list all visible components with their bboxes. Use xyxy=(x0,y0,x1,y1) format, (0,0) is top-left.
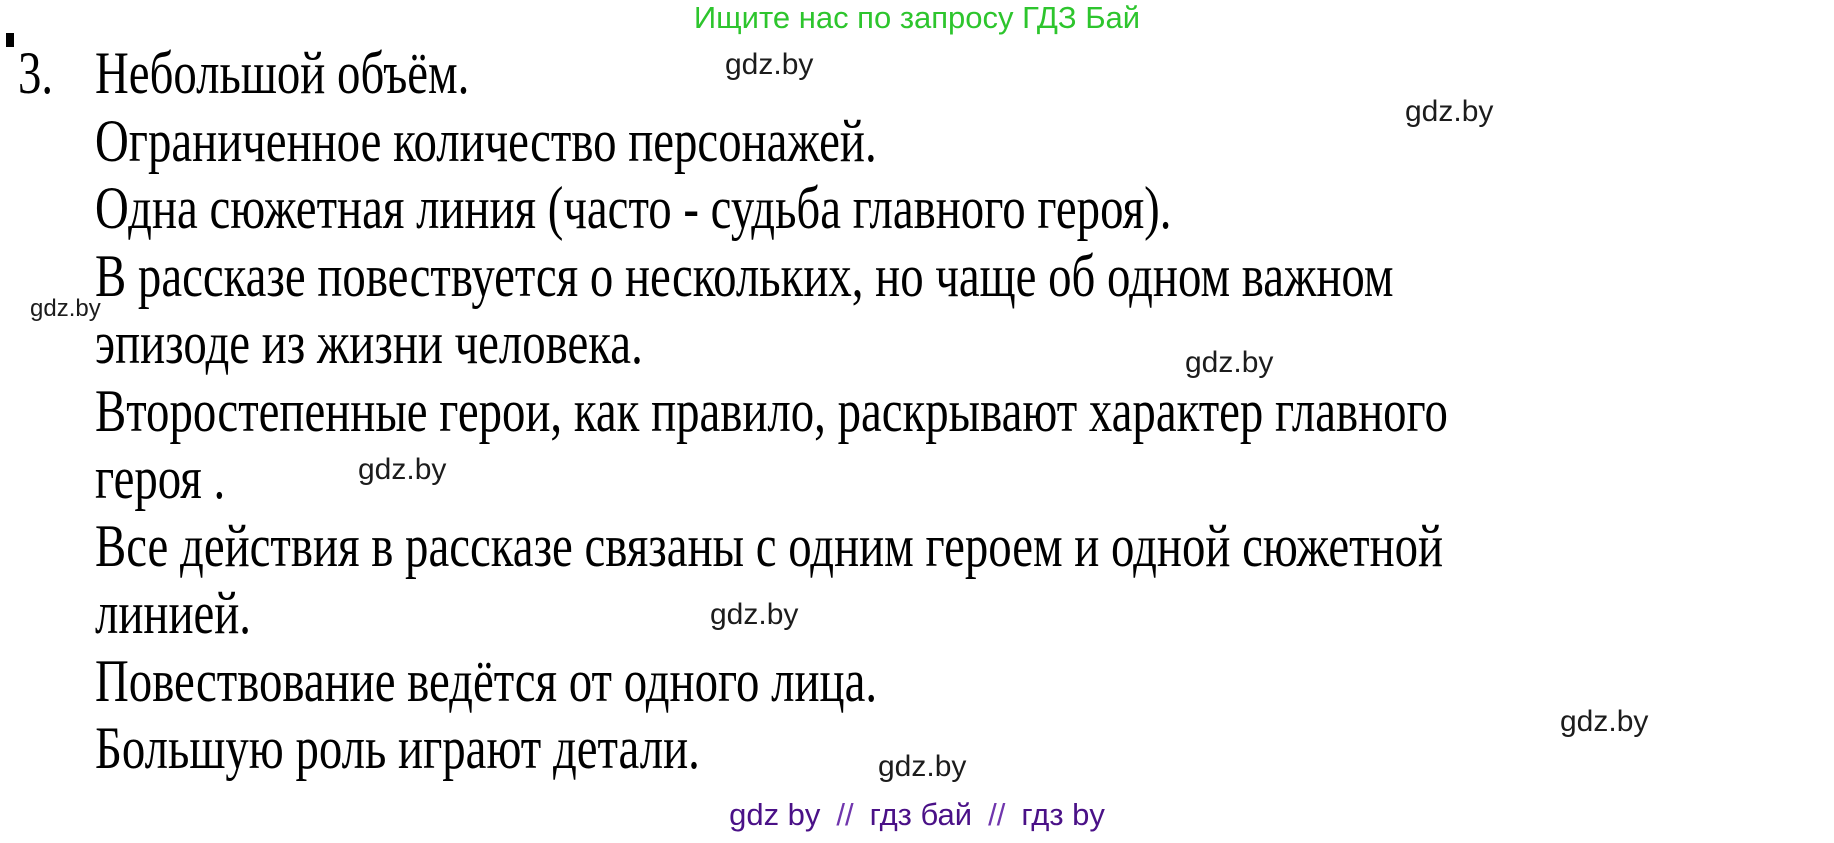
footer-brand-segment: гдз by xyxy=(1021,797,1105,832)
gdz-watermark: gdz.by xyxy=(1405,95,1494,128)
gdz-watermark: gdz.by xyxy=(358,453,447,486)
answer-line: героя . xyxy=(95,445,226,511)
footer-brand xyxy=(729,797,1105,833)
answer-line: Одна сюжетная линия (часто - судьба главного героя). xyxy=(95,175,1172,241)
footer-brand-segment: гдз бай xyxy=(869,797,973,832)
gdz-watermark: gdz.by xyxy=(878,750,967,783)
answer-line: Небольшой объём. xyxy=(95,40,470,106)
answer-line: эпизоде из жизни человека. xyxy=(95,310,643,376)
scan-artifact xyxy=(6,33,14,47)
answer-line: В рассказе повествуется о нескольких, но чаще об одном важном xyxy=(95,242,1394,309)
gdz-watermark: gdz.by xyxy=(725,48,814,81)
gdz-watermark: gdz.by xyxy=(1560,705,1649,738)
answer-line: Ограниченное количество персонажей. xyxy=(95,107,877,174)
footer-brand-segment: gdz by xyxy=(729,797,821,832)
answer-line: Большую роль играют детали. xyxy=(95,715,700,781)
answer-line: линией. xyxy=(95,580,252,646)
answer-item-number: 3. xyxy=(18,40,54,106)
gdz-watermark: gdz.by xyxy=(710,598,799,631)
answer-line: Второстепенные герои, как правило, раскрывают характер главного xyxy=(95,377,1448,444)
answer-text-block xyxy=(95,40,1448,783)
gdz-watermark: gdz.by xyxy=(1185,346,1274,379)
gdz-watermark: gdz.by xyxy=(30,295,101,322)
answer-line: Все действия в рассказе связаны с одним героем и одной сюжетной xyxy=(95,512,1444,579)
answer-line: Повествование ведётся от одного лица. xyxy=(95,647,878,714)
footer-separator: // xyxy=(988,797,1006,832)
footer-separator: // xyxy=(836,797,854,832)
promo-header-text: Ищите нас по запросу ГДЗ Бай xyxy=(693,0,1141,35)
